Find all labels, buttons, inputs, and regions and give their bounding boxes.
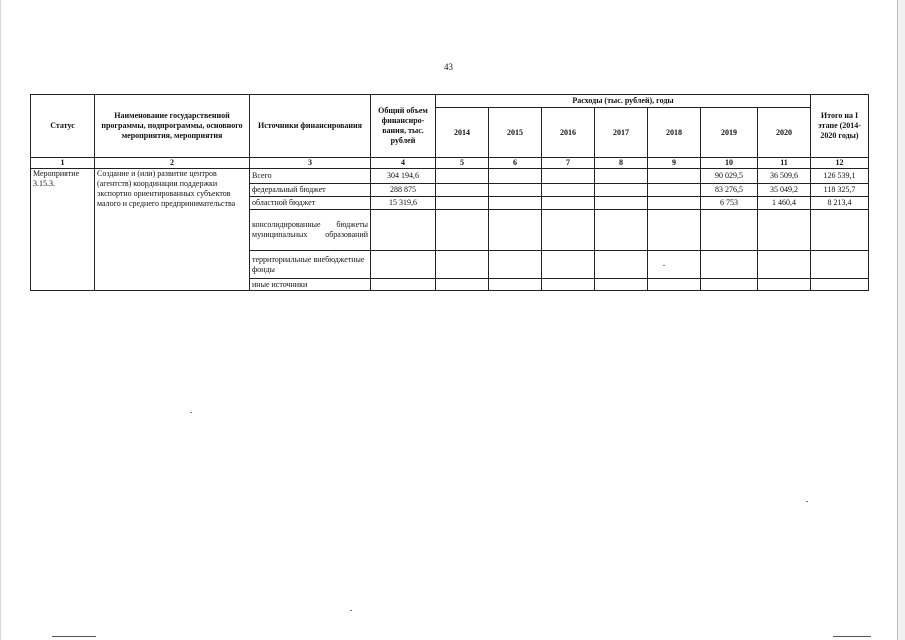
year-cell (758, 251, 811, 279)
column-number: 6 (489, 158, 542, 169)
scan-speck (190, 412, 192, 413)
year-cell (436, 184, 489, 197)
year-2019-cell: 83 276,5 (701, 184, 758, 197)
year-cell (595, 197, 648, 210)
total-volume-cell (371, 279, 436, 291)
header-year: 2017 (595, 108, 648, 158)
year-2020-cell: 35 049,2 (758, 184, 811, 197)
stage-total-cell (811, 210, 869, 251)
header-expenses-group: Расходы (тыс. рублей), годы (436, 95, 811, 108)
year-cell (648, 169, 701, 184)
source-cell: Всего (250, 169, 371, 184)
table-row (31, 169, 869, 184)
year-cell (542, 169, 595, 184)
header-status: Статус (31, 95, 95, 158)
year-cell (489, 251, 542, 279)
page-left-edge (0, 0, 1, 640)
total-volume-cell (371, 251, 436, 279)
year-2019-cell: 90 029,5 (701, 169, 758, 184)
source-cell: областной бюджет (250, 197, 371, 210)
year-2020-cell: 36 509,6 (758, 169, 811, 184)
year-cell (489, 197, 542, 210)
stage-total-cell: 8 213,4 (811, 197, 869, 210)
item-status: Мероприятие 3.15.3. (31, 169, 95, 291)
year-cell (542, 279, 595, 291)
year-cell (542, 251, 595, 279)
year-cell (701, 279, 758, 291)
year-cell (648, 197, 701, 210)
header-year: 2019 (701, 108, 758, 158)
stage-total-cell (811, 279, 869, 291)
header-year: 2016 (542, 108, 595, 158)
year-cell (758, 279, 811, 291)
year-cell (436, 210, 489, 251)
column-number: 2 (95, 158, 250, 169)
scan-speck (663, 265, 665, 266)
year-cell (489, 279, 542, 291)
header-year: 2020 (758, 108, 811, 158)
year-cell (436, 197, 489, 210)
total-volume-cell (371, 210, 436, 251)
page-number: 43 (444, 62, 453, 72)
scan-edge-mark (833, 636, 871, 637)
year-cell (489, 210, 542, 251)
year-2019-cell: 6 753 (701, 197, 758, 210)
year-cell (542, 197, 595, 210)
stage-total-cell (811, 251, 869, 279)
header-year: 2015 (489, 108, 542, 158)
budget-table (30, 94, 869, 291)
column-number: 3 (250, 158, 371, 169)
total-volume-cell: 304 194,6 (371, 169, 436, 184)
header-row (31, 95, 869, 108)
column-number: 1 (31, 158, 95, 169)
column-number: 9 (648, 158, 701, 169)
scan-speck (806, 501, 808, 502)
year-cell (436, 279, 489, 291)
column-number: 8 (595, 158, 648, 169)
item-name: Создание и (или) развитие центров (агентств) координации поддержки экспортно ориентированных субъектов малого и среднего предпринимательства (95, 169, 250, 291)
header-year: 2014 (436, 108, 489, 158)
header-total-volume: Общий объем финансиро-вания, тыс. рублей (371, 95, 436, 158)
year-cell (595, 279, 648, 291)
year-cell (595, 184, 648, 197)
column-numbers-row (31, 158, 869, 169)
header-stage-total: Итого на I этапе (2014-2020 годы) (811, 95, 869, 158)
scan-speck (350, 610, 352, 611)
column-number: 11 (758, 158, 811, 169)
year-cell (648, 210, 701, 251)
source-cell: федеральный бюджет (250, 184, 371, 197)
year-cell (489, 184, 542, 197)
source-cell: территориальные внебюджетные фонды (250, 251, 371, 279)
year-cell (758, 210, 811, 251)
source-cell: иные источники (250, 279, 371, 291)
year-cell (489, 169, 542, 184)
column-number: 5 (436, 158, 489, 169)
year-cell (648, 184, 701, 197)
year-cell (595, 251, 648, 279)
column-number: 12 (811, 158, 869, 169)
stage-total-cell: 118 325,7 (811, 184, 869, 197)
year-2020-cell: 1 460,4 (758, 197, 811, 210)
column-number: 7 (542, 158, 595, 169)
header-sources: Источники финансирования (250, 95, 371, 158)
year-cell (701, 210, 758, 251)
year-cell (436, 169, 489, 184)
header-year: 2018 (648, 108, 701, 158)
year-cell (595, 169, 648, 184)
scan-edge-mark (52, 636, 96, 637)
column-number: 10 (701, 158, 758, 169)
column-number: 4 (371, 158, 436, 169)
year-cell (542, 184, 595, 197)
stage-total-cell: 126 539,1 (811, 169, 869, 184)
year-cell (595, 210, 648, 251)
year-cell (648, 279, 701, 291)
source-cell: консолидированные бюджеты муниципальных образований (250, 210, 371, 251)
year-cell (436, 251, 489, 279)
total-volume-cell: 288 875 (371, 184, 436, 197)
header-name: Наименование государственной программы, подпрограммы, основного мероприятия, мероприятия (95, 95, 250, 158)
total-volume-cell: 15 319,6 (371, 197, 436, 210)
year-cell (701, 251, 758, 279)
page-right-edge (897, 0, 905, 640)
year-cell (648, 251, 701, 279)
year-cell (542, 210, 595, 251)
